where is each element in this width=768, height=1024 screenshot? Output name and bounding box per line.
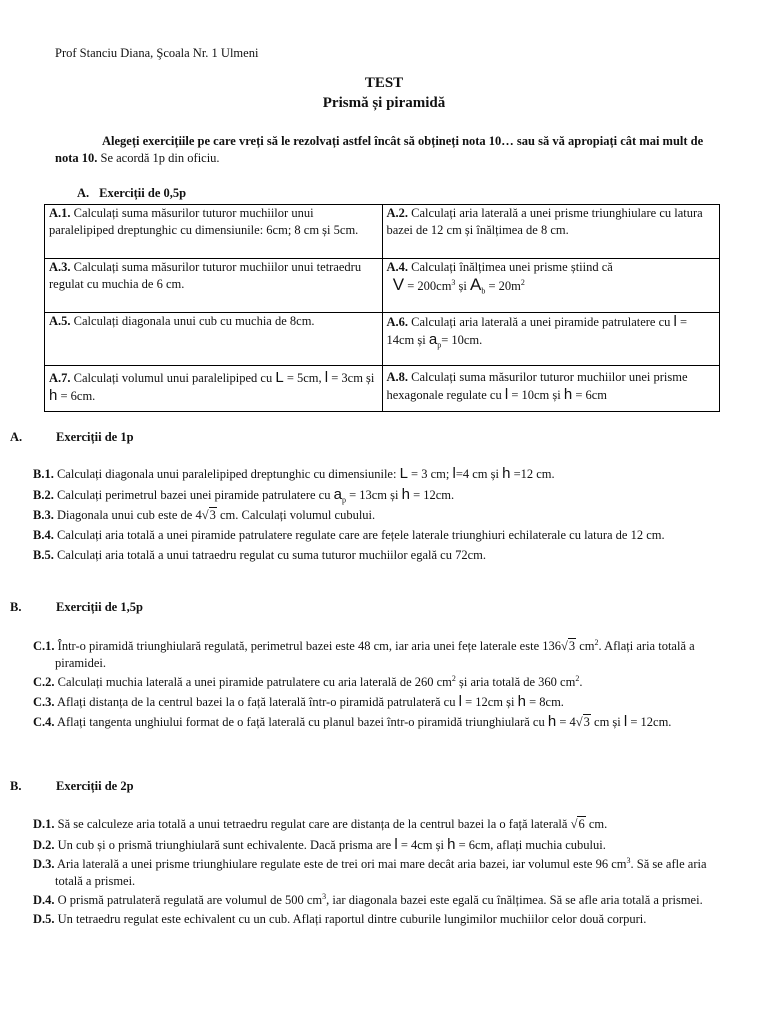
var-l: l xyxy=(452,465,456,482)
value: = 200cm xyxy=(404,279,452,293)
table-row xyxy=(45,366,720,412)
exercise-text: Calculați aria totală a unui tatraedru regulat cu suma tuturor muchiilor egală cu 72cm. xyxy=(53,548,486,562)
exercise-text: Într-o piramidă triunghiulară regulată, perimetrul bazei este 48 cm, iar aria unei fețe laterale este 136 xyxy=(54,639,561,653)
section-a-title: Exerciții de 0,5p xyxy=(99,186,187,200)
var-l: l xyxy=(458,693,462,710)
exercise-text: Un cub și o prismă triunghiulară sunt echivalente. Dacă prisma are xyxy=(54,838,395,852)
exercise-label: B.4. xyxy=(33,528,54,542)
exercise-b5 xyxy=(33,547,723,564)
var-ap: a xyxy=(333,486,342,503)
value: =12 cm. xyxy=(510,467,555,481)
exercise-b4 xyxy=(33,527,723,544)
exercise-b2 xyxy=(33,486,723,504)
section-d-num: B. xyxy=(10,779,22,793)
exercise-text: Calculați suma măsurilor tuturor muchiilor unui tetraedru regulat cu muchia de 6 cm. xyxy=(49,260,362,291)
exercise-label: A.6. xyxy=(386,315,409,329)
value: = 6cm xyxy=(572,388,608,402)
exercise-text: O prismă patrulateră regulată are volumul de 500 cm xyxy=(54,893,323,907)
exercise-table xyxy=(44,204,720,412)
value: = 4cm și xyxy=(397,838,448,852)
table-row xyxy=(45,205,720,259)
value: = 13cm și xyxy=(345,488,402,502)
value: = 3cm și xyxy=(328,371,375,385)
sqrt-symbol: √3 xyxy=(561,639,576,653)
exercise-a6 xyxy=(382,313,720,366)
exercise-text: cm. Calculați volumul cubului. xyxy=(216,508,376,522)
exercise-label: A.7. xyxy=(49,371,71,385)
var-v: V xyxy=(392,275,405,294)
instructions-note: Se acordă 1p din oficiu. xyxy=(97,151,220,165)
exercise-text: Calculați aria laterală a unei prisme triunghiulare cu latura bazei de 12 cm și înălțimea de 8 cm. xyxy=(386,206,703,237)
exercise-label: D.1. xyxy=(33,817,55,831)
var-h: h xyxy=(563,386,573,403)
exercise-text: Calculați aria totală a unei piramide patrulatere regulate care are fețele laterale triunghiuri echilaterale cu latura de 12 cm. xyxy=(53,528,665,542)
exercise-label: B.3. xyxy=(33,508,54,522)
exercise-d2 xyxy=(33,836,723,854)
value: = 6cm, aflați muchia cubului. xyxy=(455,838,606,852)
value: = 14cm și xyxy=(386,315,688,347)
exercise-label: B.1. xyxy=(33,467,54,481)
exercise-a8 xyxy=(382,366,720,412)
value: = 5cm, xyxy=(283,371,325,385)
subscript: p xyxy=(437,340,442,350)
section-b-title: Exerciții de 1p xyxy=(56,430,134,444)
exercise-text: . Aflați aria totală a piramidei. xyxy=(55,639,695,670)
exercise-c3 xyxy=(33,693,723,711)
radicand: 3 xyxy=(568,639,576,653)
exercise-label: A.3. xyxy=(49,260,71,274)
exercise-text: Calculați diagonala unui paralelipiped dreptunghic cu dimensiunile: xyxy=(53,467,400,481)
var-ab: A xyxy=(470,275,482,294)
value: = 6cm. xyxy=(57,389,96,403)
table-row xyxy=(45,259,720,313)
value: =4 cm și xyxy=(455,467,503,481)
exercise-label: A.5. xyxy=(49,314,71,328)
var-l: l xyxy=(394,836,398,853)
exercise-label: A.1. xyxy=(49,206,71,220)
var-h: h xyxy=(547,713,557,730)
exercise-text: Aflați distanța de la centrul bazei la o față laterală într-o piramidă patrulateră cu xyxy=(54,695,459,709)
exercise-d5 xyxy=(33,911,723,928)
var-h: h xyxy=(447,836,456,853)
exercise-label: A.2. xyxy=(386,206,409,220)
exercise-text: Calculați diagonala unui cub cu muchia de 8cm. xyxy=(70,314,315,328)
exercise-label: D.3. xyxy=(33,857,55,871)
exponent: 2 xyxy=(594,637,599,647)
var-l: l xyxy=(623,713,628,730)
exponent: 2 xyxy=(451,673,456,683)
radicand: 3 xyxy=(583,715,590,729)
section-d-list xyxy=(33,816,723,929)
exercise-label: C.3. xyxy=(33,695,55,709)
var-L: L xyxy=(275,369,284,386)
exercise-label: C.2. xyxy=(33,675,55,689)
unit: cm xyxy=(576,639,595,653)
exercise-a3 xyxy=(45,259,383,313)
exercise-b3 xyxy=(33,507,723,524)
exponent: 2 xyxy=(520,277,525,287)
exercise-a1 xyxy=(45,205,383,259)
value: = 3 cm; xyxy=(407,467,453,481)
exercise-label: A.4. xyxy=(386,260,409,274)
var-h: h xyxy=(401,486,410,503)
exercise-d3 xyxy=(33,856,723,890)
var-h: h xyxy=(502,465,511,482)
test-title: TEST xyxy=(364,75,404,91)
sqrt-symbol: √3 xyxy=(201,508,216,522)
exercise-a4 xyxy=(382,259,720,313)
exercise-b1 xyxy=(33,465,723,483)
exercise-d4 xyxy=(33,892,723,909)
exercise-text: . Să se afle aria totală a prismei. xyxy=(55,857,707,888)
value: = 20m xyxy=(485,279,521,293)
var-l: l xyxy=(324,369,329,386)
exercise-label: D.2. xyxy=(33,838,55,852)
section-c-title: Exerciții de 1,5p xyxy=(56,600,143,614)
exercise-text: Calculați muchia laterală a unei piramide patrulatere cu aria laterală de 260 cm xyxy=(54,675,452,689)
value: = 12cm. xyxy=(409,488,455,502)
exercise-text: Calculați înălțimea unei prisme știind că xyxy=(408,260,613,274)
exercise-text: Un tetraedru regulat este echivalent cu un cub. Aflați raportul dintre cuburile lungimilor muchiilor celor două corpuri. xyxy=(54,912,647,926)
var-h: h xyxy=(49,387,58,404)
section-c-list xyxy=(33,638,723,732)
exercise-text: Calculați suma măsurilor tuturor muchiilor unei prisme hexagonale regulate cu xyxy=(386,370,688,402)
table-row xyxy=(45,313,720,366)
var-h: h xyxy=(517,693,526,710)
exercise-c1 xyxy=(33,638,723,672)
var-ap: a xyxy=(428,331,438,348)
section-c-heading xyxy=(10,600,143,615)
exercise-text: Calculați volumul unui paralelipiped cu xyxy=(70,371,276,385)
exercise-label: C.1. xyxy=(33,639,55,653)
exercise-c4 xyxy=(33,713,723,731)
section-d-title: Exerciții de 2p xyxy=(56,779,134,793)
exercise-label: A.8. xyxy=(386,370,409,384)
exercise-a5 xyxy=(45,313,383,366)
section-b-num: A. xyxy=(10,430,23,444)
exercise-text: Diagonala unui cub este de 4 xyxy=(53,508,202,522)
subscript: p xyxy=(341,495,346,505)
unit: cm și xyxy=(590,715,624,729)
author-line: Prof Stanciu Diana, Şcoala Nr. 1 Ulmeni xyxy=(55,46,259,60)
var-l: l xyxy=(673,313,677,330)
value: = 8cm. xyxy=(525,695,564,709)
var-L: L xyxy=(399,465,408,482)
section-d-heading xyxy=(10,779,134,794)
exercise-text: . xyxy=(579,675,583,689)
exercise-label: C.4. xyxy=(33,715,55,729)
value: = 12cm. xyxy=(627,715,672,729)
section-a-num: A. xyxy=(77,186,90,200)
instructions xyxy=(55,133,715,167)
value: = 10cm și xyxy=(508,388,564,402)
section-c-num: B. xyxy=(10,600,22,614)
exponent: 3 xyxy=(322,891,327,901)
exercise-text: cm. xyxy=(585,817,608,831)
exercise-text: și aria totală de 360 cm xyxy=(455,675,576,689)
var-l: l xyxy=(504,386,509,403)
exercise-text: Calculați aria laterală a unei piramide patrulatere cu xyxy=(408,315,674,329)
subscript: b xyxy=(481,286,486,296)
exercise-text: Să se calculeze aria totală a unui tetraedru regulat care are distanța de la centrul bazei la o față laterală xyxy=(54,817,571,831)
section-b-list xyxy=(33,465,723,565)
exercise-text: Aria laterală a unei prisme triunghiulare regulate este de trei ori mai mare decât aria bazei, iar volumul este 96 cm xyxy=(54,857,627,871)
exercise-text: , iar diagonala bazei este egală cu înălțimea. Să se afle aria totală a prismei. xyxy=(326,893,703,907)
value: = 10cm. xyxy=(441,333,483,347)
conj: și xyxy=(455,279,471,293)
exercise-label: B.2. xyxy=(33,488,54,502)
sqrt-symbol: √3 xyxy=(575,715,590,729)
exercise-d1 xyxy=(33,816,723,833)
test-subtitle: Prismă și piramidă xyxy=(322,95,446,111)
exercise-text: Aflați tangenta unghiului format de o față laterală cu planul bazei într-o piramidă triunghiulară cu xyxy=(54,715,548,729)
exercise-label: D.5. xyxy=(33,912,55,926)
exercise-a7 xyxy=(45,366,383,412)
radicand: 6 xyxy=(578,817,585,831)
value: = 12cm și xyxy=(461,695,518,709)
section-b-heading xyxy=(10,430,134,445)
exercise-text: Calculați perimetrul bazei unei piramide patrulatere cu xyxy=(53,488,334,502)
section-a-heading xyxy=(77,186,186,201)
exponent: 3 xyxy=(626,855,631,865)
sqrt-symbol: √6 xyxy=(570,817,585,831)
exercise-a2 xyxy=(382,205,720,259)
radicand: 3 xyxy=(209,508,216,522)
exercise-text: Calculați suma măsurilor tuturor muchiilor unui paralelipiped dreptunghic cu dimensiunile: 6cm; 8 cm și 5cm. xyxy=(49,206,359,237)
exponent: 2 xyxy=(575,673,580,683)
exercise-c2 xyxy=(33,674,723,691)
exercise-label: D.4. xyxy=(33,893,55,907)
exercise-label: B.5. xyxy=(33,548,54,562)
value: = 4 xyxy=(556,715,576,729)
exponent: 3 xyxy=(451,277,456,287)
instructions-bold: Alegeți exercițiile pe care vreți să le rezolvați astfel încât să obțineți nota 10… sau să vă apropiați cât mai mult de nota 10. xyxy=(55,134,704,165)
